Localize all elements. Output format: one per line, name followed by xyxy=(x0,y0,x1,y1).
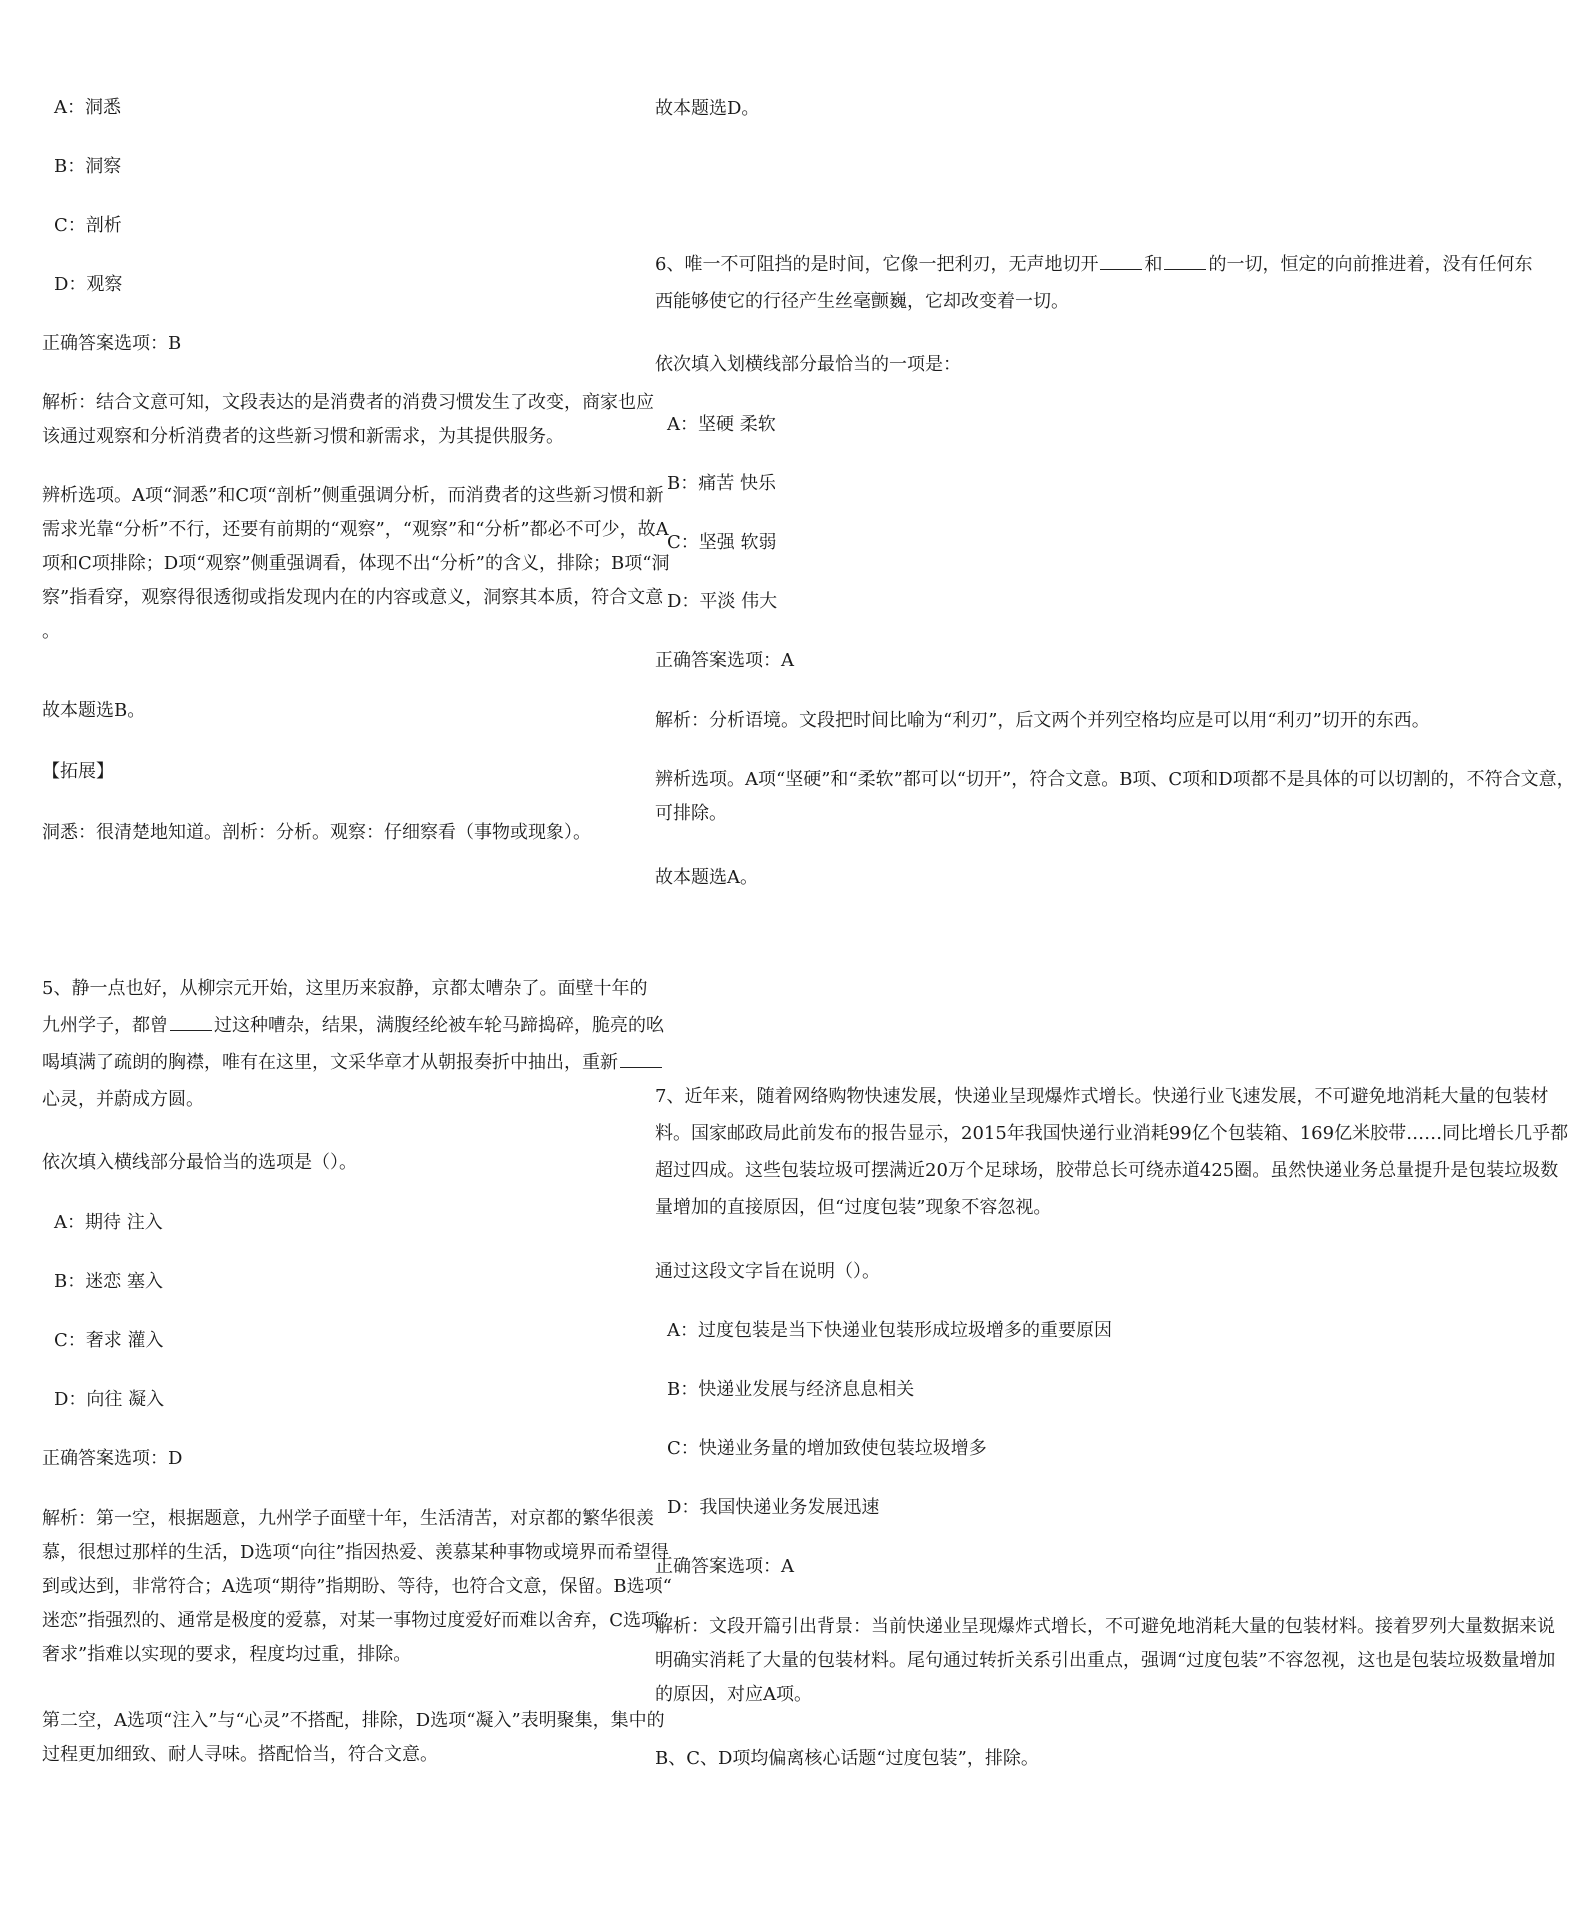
q4-discern-line-2: 需求光靠“分析”不行，还要有前期的“观察”，“观察”和“分析”都必不可少，故A xyxy=(42,519,669,540)
q4-analysis-line-2: 该通过观察和分析消费者的这些新习惯和新需求，为其提供服务。 xyxy=(42,426,564,447)
q7-stem-line-3: 超过四成。这些包装垃圾可摆满近20万个足球场，胶带总长可绕赤道425圈。虽然快递业务总量提升是包装垃圾数 xyxy=(655,1160,1559,1181)
q7-stem-line-2: 料。国家邮政局此前发布的报告显示，2015年我国快递行业消耗99亿个包装箱、169亿米胶带……同比增长几乎都 xyxy=(655,1123,1569,1144)
q4-option-c: C：剖析 xyxy=(54,215,122,236)
q5-stem-line-4: 心灵，并蔚成方圆。 xyxy=(42,1089,204,1110)
q7-analysis-line-3: 的原因，对应A项。 xyxy=(655,1684,812,1705)
q7-answer: 正确答案选项：A xyxy=(655,1556,794,1577)
q5-analysis-line-1: 解析：第一空，根据题意，九州学子面壁十年，生活清苦，对京都的繁华很羡 xyxy=(42,1508,654,1529)
q4-expand-title: 【拓展】 xyxy=(42,761,114,782)
q6-prompt: 依次填入划横线部分最恰当的一项是： xyxy=(655,354,961,375)
q6-blank-2 xyxy=(1164,253,1206,270)
q7-option-b: B：快递业发展与经济息息相关 xyxy=(667,1379,915,1400)
q5-blank-1 xyxy=(170,1014,212,1031)
q4-option-a: A：洞悉 xyxy=(54,97,121,118)
q7-option-c: C：快递业务量的增加致使包装垃圾增多 xyxy=(667,1438,987,1459)
q5-second-line-1: 第二空，A选项“注入”与“心灵”不搭配，排除，D选项“凝入”表明聚集，集中的 xyxy=(42,1710,665,1731)
q4-discern-line-4: 察”指看穿，观察得很透彻或指发现内在的内容或意义，洞察其本质，符合文意 xyxy=(42,587,664,608)
q4-answer: 正确答案选项：B xyxy=(42,333,182,354)
q5-option-b: B：迷恋 塞入 xyxy=(54,1271,163,1292)
q5-blank-2 xyxy=(620,1051,662,1068)
q6-stem-line-1-c: 的一切，恒定的向前推进着，没有任何东 xyxy=(1208,254,1533,275)
q4-option-d: D：观察 xyxy=(54,274,123,295)
q5-stem-line-1: 5、静一点也好，从柳宗元开始，这里历来寂静，京都太嘈杂了。面壁十年的 xyxy=(42,978,648,999)
q6-discern-line-2: 可排除。 xyxy=(655,803,727,824)
q4-analysis-line-1: 解析：结合文意可知，文段表达的是消费者的消费习惯发生了改变，商家也应 xyxy=(42,392,654,413)
q5-analysis-line-4: 迷恋”指强烈的、通常是极度的爱慕，对某一事物过度爱好而难以舍弃，C选项“ xyxy=(42,1610,669,1631)
q7-stem-line-1: 7、近年来，随着网络购物快速发展，快递业呈现爆炸式增长。快递行业飞速发展，不可避免地消耗大量的包装材 xyxy=(655,1086,1549,1107)
q7-bcd-note: B、C、D项均偏离核心话题“过度包装”，排除。 xyxy=(655,1748,1039,1769)
q5-answer: 正确答案选项：D xyxy=(42,1448,183,1469)
q5-stem-line-3 xyxy=(42,1046,664,1080)
q6-blank-1 xyxy=(1100,253,1142,270)
q5-stem-line-2-a: 九州学子，都曾 xyxy=(42,1015,168,1036)
q6-option-c: C：坚强 软弱 xyxy=(667,532,777,553)
q4-discern-line-5: 。 xyxy=(42,621,60,642)
q7-prompt: 通过这段文字旨在说明（）。 xyxy=(655,1261,880,1282)
q5-analysis-line-3: 到或达到，非常符合；A选项“期待”指期盼、等待，也符合文意，保留。B选项“ xyxy=(42,1576,672,1597)
q5-option-a: A：期待 注入 xyxy=(54,1212,163,1233)
q5-option-d: D：向往 凝入 xyxy=(54,1389,165,1410)
q6-stem-line-2: 西能够使它的行径产生丝毫颤巍，它却改变着一切。 xyxy=(655,291,1069,312)
q6-discern-line-1: 辨析选项。A项“坚硬”和“柔软”都可以“切开”，符合文意。B项、C项和D项都不是具体的可以切割的，不符合文意， xyxy=(655,769,1575,790)
q4-end-conclusion: 故本题选D。 xyxy=(655,98,760,119)
q6-stem-line-1-b: 和 xyxy=(1144,254,1163,275)
q5-option-c: C：奢求 灌入 xyxy=(54,1330,164,1351)
q6-conclusion: 故本题选A。 xyxy=(655,867,758,888)
q6-option-a: A：坚硬 柔软 xyxy=(667,414,776,435)
q4-discern-line-3: 项和C项排除；D项“观察”侧重强调看，体现不出“分析”的含义，排除；B项“洞 xyxy=(42,553,670,574)
q5-analysis-line-2: 慕，很想过那样的生活，D选项“向往”指因热爱、羡慕某种事物或境界而希望得 xyxy=(42,1542,669,1563)
q7-option-d: D：我国快递业务发展迅速 xyxy=(667,1497,880,1518)
q4-expand-text: 洞悉：很清楚地知道。剖析：分析。观察：仔细察看（事物或现象）。 xyxy=(42,822,591,843)
q6-analysis: 解析：分析语境。文段把时间比喻为“利刃”，后文两个并列空格均应是可以用“利刃”切开的东西。 xyxy=(655,710,1430,731)
q6-stem-line-1 xyxy=(655,248,1532,282)
q4-discern-line-1: 辨析选项。A项“洞悉”和C项“剖析”侧重强调分析，而消费者的这些新习惯和新 xyxy=(42,485,664,506)
q5-stem-line-3-a: 喝填满了疏朗的胸襟，唯有在这里，文采华章才从朝报奏折中抽出，重新 xyxy=(42,1052,618,1073)
q5-analysis-line-5: 奢求”指难以实现的要求，程度均过重，排除。 xyxy=(42,1644,412,1665)
q7-option-a: A：过度包装是当下快递业包装形成垃圾增多的重要原因 xyxy=(667,1320,1112,1341)
q4-option-b: B：洞察 xyxy=(54,156,122,177)
q6-option-d: D：平淡 伟大 xyxy=(667,591,778,612)
q7-stem-line-4: 量增加的直接原因，但“过度包装”现象不容忽视。 xyxy=(655,1197,1052,1218)
q6-answer: 正确答案选项：A xyxy=(655,650,794,671)
q7-analysis-line-2: 明确实消耗了大量的包装材料。尾句通过转折关系引出重点，强调“过度包装”不容忽视，这也是包装垃圾数量增加 xyxy=(655,1650,1556,1671)
q6-stem-line-1-a: 6、唯一不可阻挡的是时间，它像一把利刃，无声地切开 xyxy=(655,254,1099,275)
q7-analysis-line-1: 解析：文段开篇引出背景：当前快递业呈现爆炸式增长，不可避免地消耗大量的包装材料。接着罗列大量数据来说 xyxy=(655,1616,1555,1637)
q5-stem-line-2-b: 过这种嘈杂，结果，满腹经纶被车轮马蹄捣碎，脆亮的吆 xyxy=(214,1015,664,1036)
q4-conclusion: 故本题选B。 xyxy=(42,700,146,721)
q5-second-line-2: 过程更加细致、耐人寻味。搭配恰当，符合文意。 xyxy=(42,1744,438,1765)
q5-prompt: 依次填入横线部分最恰当的选项是（）。 xyxy=(42,1152,357,1173)
q5-stem-line-2 xyxy=(42,1009,664,1043)
q6-option-b: B：痛苦 快乐 xyxy=(667,473,776,494)
